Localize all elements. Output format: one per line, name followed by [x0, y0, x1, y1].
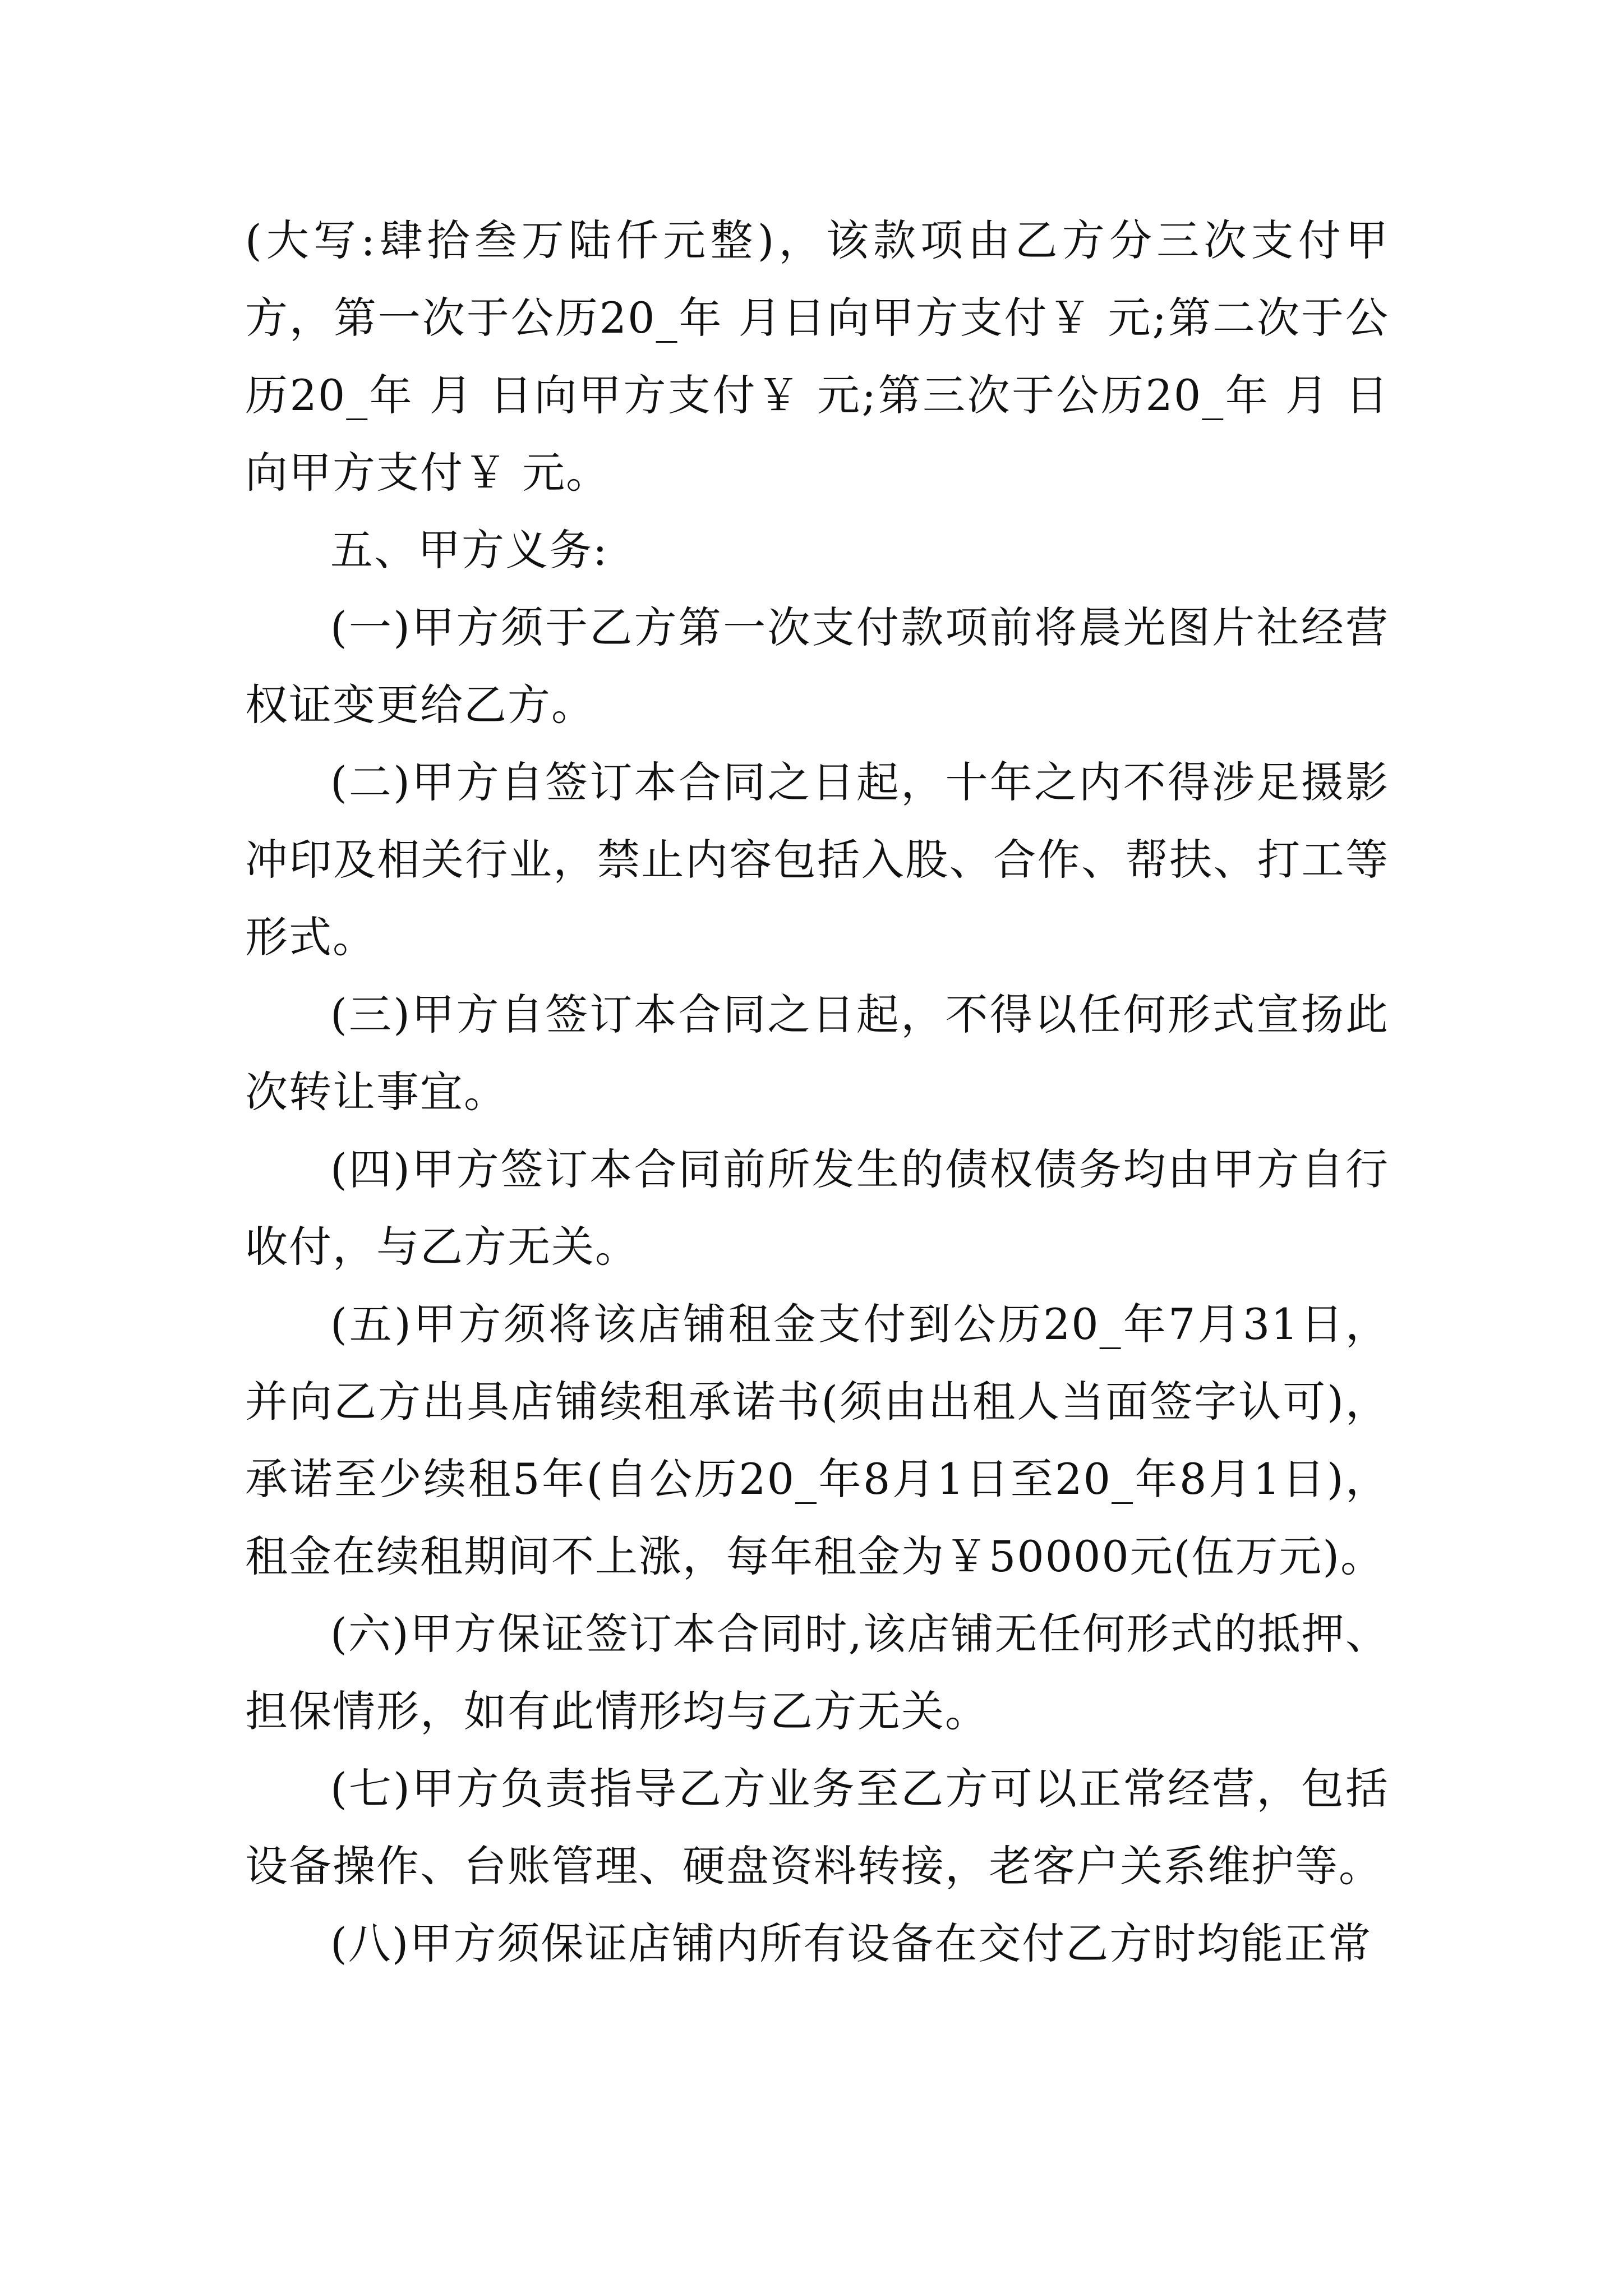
document-body: [245, 202, 1389, 1982]
paragraph-obligation-3: (三)甲方自签订本合同之日起，不得以任何形式宣扬此次转让事宜。: [245, 990, 1389, 1117]
paragraph-obligation-4: (四)甲方签订本合同前所发生的债权债务均由甲方自行收付，与乙方无关。: [245, 1144, 1389, 1272]
paragraph-obligation-8: (八)甲方须保证店铺内所有设备在交付乙方时均能正常: [330, 1918, 1372, 1968]
paragraph-obligation-5: (五)甲方须将该店铺租金支付到公历20_年7月31日，并向乙方出具店铺续租承诺书(须由出租人当面签字认可)，承诺至少续租5年(自公历20_年8月1日至20_年8月1日)，租金在续租期间不上涨，每年租金为￥50000元(伍万元)。: [245, 1299, 1389, 1581]
paragraph-obligation-1: (一)甲方须于乙方第一次支付款项前将晨光图片社经营权证变更给乙方。: [245, 602, 1389, 730]
section-heading-party-a-obligations: 五、甲方义务:: [330, 525, 608, 575]
paragraph-obligation-6: (六)甲方保证签订本合同时,该店铺无任何形式的抵押、担保情形，如有此情形均与乙方无关。: [245, 1609, 1389, 1736]
paragraph-obligation-2: (二)甲方自签订本合同之日起，十年之内不得涉足摄影冲印及相关行业，禁止内容包括入股、合作、帮扶、打工等形式。: [245, 757, 1389, 962]
paragraph-payment-terms: (大写:肆拾叁万陆仟元整)，该款项由乙方分三次支付甲方，第一次于公历20_年 月日向甲方支付￥ 元;第二次于公历20_年 月 日向甲方支付￥ 元;第三次于公历20_年 月 日向甲方支付￥ 元。: [245, 215, 1389, 498]
paragraph-obligation-7: (七)甲方负责指导乙方业务至乙方可以正常经营，包括设备操作、台账管理、硬盘资料转接，老客户关系维护等。: [245, 1764, 1389, 1891]
